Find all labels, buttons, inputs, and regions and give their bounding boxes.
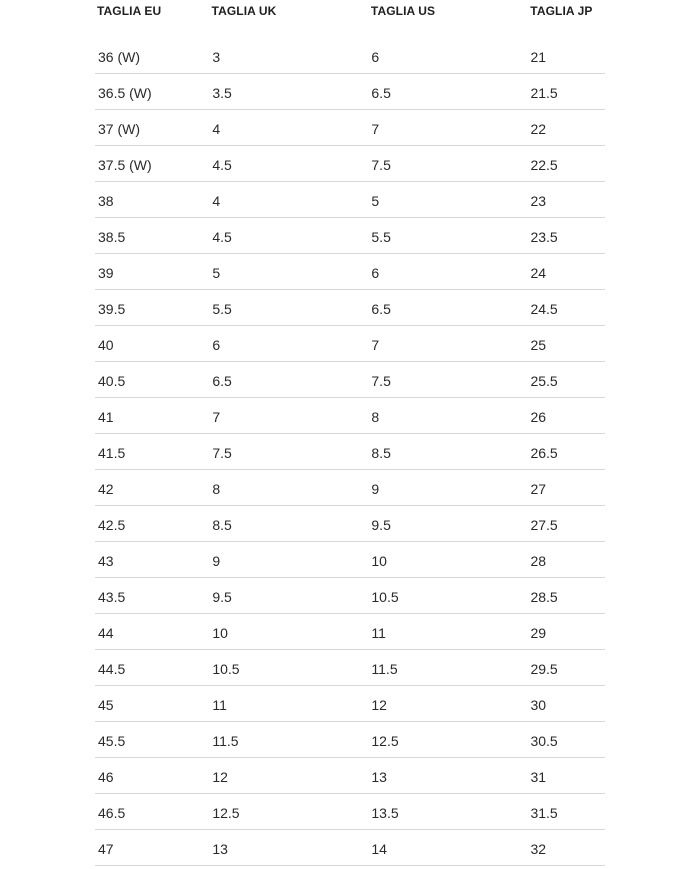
cell-jp: 25.5 (530, 372, 558, 389)
cell-uk: 8.5 (212, 516, 232, 533)
cell-us: 7 (371, 120, 380, 137)
cell-eu: 45.5 (98, 732, 126, 749)
cell-uk: 6 (212, 336, 221, 353)
cell-uk: 4 (212, 120, 221, 137)
cell-eu: 39.5 (98, 300, 126, 317)
table-row (95, 542, 605, 578)
cell-uk: 12.5 (212, 804, 240, 821)
cell-uk: 5.5 (212, 300, 232, 317)
table-row (95, 650, 605, 686)
cell-eu: 43.5 (98, 588, 126, 605)
table-row (95, 794, 605, 830)
cell-us: 9.5 (371, 516, 391, 533)
cell-uk: 13 (212, 840, 228, 857)
size-conversion-table (95, 0, 605, 866)
cell-us: 12.5 (371, 732, 399, 749)
table-row (95, 326, 605, 362)
cell-uk: 6.5 (212, 372, 232, 389)
cell-eu: 37 (W) (98, 120, 140, 137)
cell-uk: 5 (212, 264, 221, 281)
cell-uk: 11.5 (212, 732, 239, 749)
cell-eu: 41 (98, 408, 114, 425)
cell-us: 8.5 (371, 444, 391, 461)
table-row (95, 722, 605, 758)
cell-eu: 39 (98, 264, 114, 281)
cell-uk: 4.5 (212, 156, 232, 173)
cell-us: 11.5 (371, 660, 398, 677)
cell-jp: 23.5 (530, 228, 558, 245)
cell-eu: 41.5 (98, 444, 126, 461)
cell-eu: 45 (98, 696, 114, 713)
cell-us: 6 (371, 264, 380, 281)
cell-us: 13 (371, 768, 387, 785)
table-row (95, 686, 605, 722)
table-row (95, 470, 605, 506)
cell-eu: 42 (98, 480, 114, 497)
cell-uk: 4.5 (212, 228, 232, 245)
cell-jp: 21 (530, 48, 547, 65)
cell-jp: 31 (530, 768, 547, 785)
cell-jp: 30.5 (530, 732, 558, 749)
table-row (95, 146, 605, 182)
cell-uk: 10.5 (212, 660, 240, 677)
cell-jp: 24 (530, 264, 547, 281)
cell-us: 7 (371, 336, 380, 353)
cell-eu: 37.5 (W) (98, 156, 152, 173)
cell-us: 7.5 (371, 372, 391, 389)
table-row (95, 290, 605, 326)
cell-uk: 9.5 (212, 588, 232, 605)
table-row (95, 434, 605, 470)
cell-uk: 7.5 (212, 444, 232, 461)
cell-jp: 30 (530, 696, 547, 713)
cell-eu: 43 (98, 552, 114, 569)
cell-jp: 24.5 (530, 300, 558, 317)
cell-uk: 7 (212, 408, 221, 425)
cell-uk: 3.5 (212, 84, 232, 101)
cell-jp: 21.5 (530, 84, 558, 101)
table-header-row (95, 0, 605, 22)
cell-jp: 28.5 (530, 588, 558, 605)
header-taglia-eu: TAGLIA EU (97, 4, 162, 18)
table-row (95, 614, 605, 650)
cell-eu: 36.5 (W) (98, 84, 152, 101)
cell-us: 10.5 (371, 588, 399, 605)
cell-eu: 47 (98, 840, 114, 857)
cell-eu: 38.5 (98, 228, 126, 245)
cell-uk: 3 (212, 48, 221, 65)
header-taglia-jp: TAGLIA JP (530, 4, 593, 18)
cell-jp: 25 (530, 336, 547, 353)
cell-jp: 29.5 (530, 660, 558, 677)
cell-uk: 4 (212, 192, 221, 209)
cell-uk: 10 (212, 624, 228, 641)
table-row (95, 218, 605, 254)
cell-uk: 8 (212, 480, 221, 497)
cell-eu: 46 (98, 768, 114, 785)
table-row (95, 74, 605, 110)
table-row (95, 578, 605, 614)
cell-jp: 29 (530, 624, 547, 641)
cell-us: 11 (371, 624, 386, 641)
cell-us: 5.5 (371, 228, 391, 245)
cell-us: 14 (371, 840, 387, 857)
cell-us: 6.5 (371, 84, 391, 101)
cell-us: 6.5 (371, 300, 391, 317)
cell-eu: 38 (98, 192, 114, 209)
cell-uk: 12 (212, 768, 228, 785)
table-row (95, 830, 605, 866)
cell-jp: 27.5 (530, 516, 558, 533)
cell-us: 5 (371, 192, 380, 209)
cell-us: 10 (371, 552, 387, 569)
cell-uk: 11 (212, 696, 227, 713)
cell-jp: 22 (530, 120, 547, 137)
cell-jp: 23 (530, 192, 547, 209)
cell-jp: 26 (530, 408, 547, 425)
table-row (95, 110, 605, 146)
cell-eu: 40 (98, 336, 114, 353)
cell-us: 7.5 (371, 156, 391, 173)
cell-us: 13.5 (371, 804, 399, 821)
cell-uk: 9 (212, 552, 221, 569)
cell-us: 12 (371, 696, 387, 713)
table-row (95, 182, 605, 218)
header-taglia-uk: TAGLIA UK (211, 4, 277, 18)
cell-jp: 27 (530, 480, 547, 497)
table-row (95, 38, 605, 74)
cell-eu: 42.5 (98, 516, 126, 533)
table-row (95, 758, 605, 794)
cell-jp: 31.5 (530, 804, 558, 821)
cell-us: 6 (371, 48, 380, 65)
header-taglia-us: TAGLIA US (370, 4, 436, 18)
cell-eu: 46.5 (98, 804, 126, 821)
table-row (95, 398, 605, 434)
table-row (95, 362, 605, 398)
cell-eu: 44.5 (98, 660, 126, 677)
cell-eu: 40.5 (98, 372, 126, 389)
cell-us: 8 (371, 408, 380, 425)
cell-jp: 32 (530, 840, 547, 857)
cell-eu: 44 (98, 624, 114, 641)
cell-us: 9 (371, 480, 380, 497)
cell-eu: 36 (W) (98, 48, 140, 65)
table-row (95, 506, 605, 542)
cell-jp: 28 (530, 552, 547, 569)
table-body (95, 38, 605, 866)
table-row (95, 254, 605, 290)
cell-jp: 22.5 (530, 156, 558, 173)
cell-jp: 26.5 (530, 444, 558, 461)
